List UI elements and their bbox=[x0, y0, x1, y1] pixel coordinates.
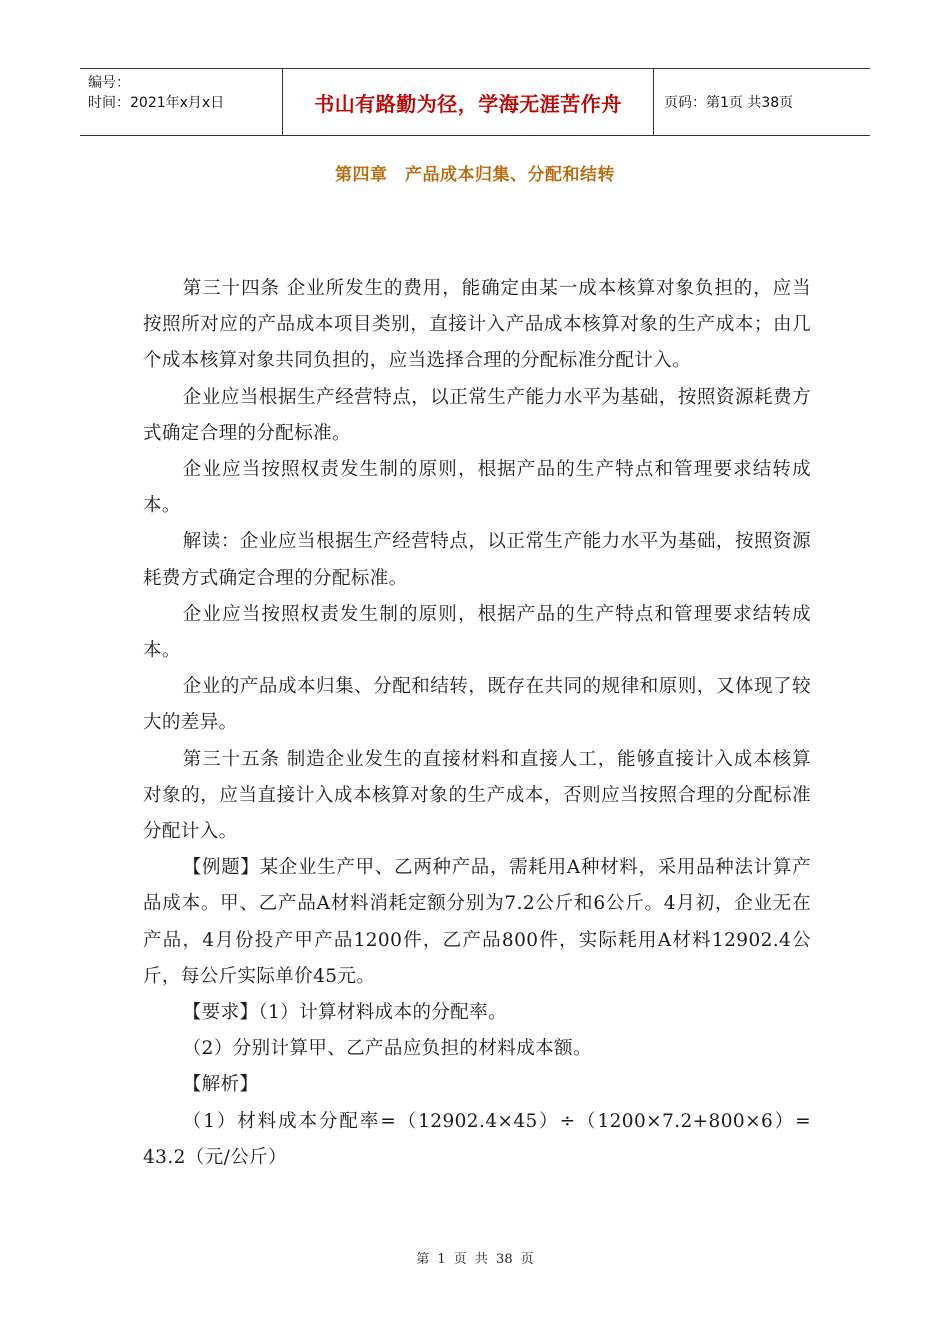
header-motto-cell bbox=[282, 69, 654, 135]
paragraph: （2）分别计算甲、乙产品应负担的材料成本额。 bbox=[182, 1038, 592, 1060]
paragraph: 解读：企业应当根据生产经营特点，以正常生产能力水平为基础，按照资源耗费方式确定合理的分配标准。 bbox=[143, 531, 811, 589]
document-date: 时间：2021年x月x日 bbox=[88, 95, 225, 111]
header-meta bbox=[80, 69, 282, 135]
header-motto: 书山有路勤为径，学海无涯苦作舟 bbox=[314, 91, 622, 116]
document-number-label: 编号： bbox=[88, 75, 130, 91]
paragraph: 企业的产品成本归集、分配和结转，既存在共同的规律和原则，又体现了较大的差异。 bbox=[143, 676, 811, 734]
paragraph: 第三十四条 企业所发生的费用，能确定由某一成本核算对象负担的，应当按照所对应的产品成本项目类别，直接计入产品成本核算对象的生产成本；由几个成本核算对象共同负担的，应当选择合理的分配标准分配计入。 bbox=[143, 278, 811, 372]
paragraph: （1）材料成本分配率=（12902.4×45）÷（1200×7.2+800×6）= 43.2（元/公斤） bbox=[143, 1110, 811, 1168]
header-page-info: 页码：第1页 共38页 bbox=[664, 95, 794, 111]
paragraph: 【例题】某企业生产甲、乙两种产品，需耗用A种材料，采用品种法计算产品成本。甲、乙产品A材料消耗定额分别为7.2公斤和6公斤。4月初，企业无在产品，4月份投产甲产品1200件，乙产品800件，实际耗用A材料12902.4公斤，每公斤实际单价45元。 bbox=[143, 857, 811, 987]
paragraph: 企业应当按照权责发生制的原则，根据产品的生产特点和管理要求结转成本。 bbox=[143, 603, 811, 662]
page-footer: 第 1 页 共 38 页 bbox=[416, 1252, 534, 1267]
document-body bbox=[143, 271, 811, 1176]
paragraph: 企业应当按照权责发生制的原则，根据产品的生产特点和管理要求结转成本。 bbox=[143, 459, 811, 517]
document-header bbox=[80, 68, 870, 136]
paragraph: 【解析】 bbox=[182, 1074, 259, 1096]
paragraph: 第三十五条 制造企业发生的直接材料和直接人工，能够直接计入成本核算对象的，应当直接计入成本核算对象的生产成本，否则应当按照合理的分配标准分配计入。 bbox=[143, 748, 811, 843]
paragraph: 企业应当根据生产经营特点，以正常生产能力水平为基础，按照资源耗费方式确定合理的分配标准。 bbox=[143, 386, 811, 444]
paragraph: 【要求】（1）计算材料成本的分配率。 bbox=[182, 1002, 507, 1024]
chapter-title: 第四章 产品成本归集、分配和结转 bbox=[335, 165, 615, 185]
